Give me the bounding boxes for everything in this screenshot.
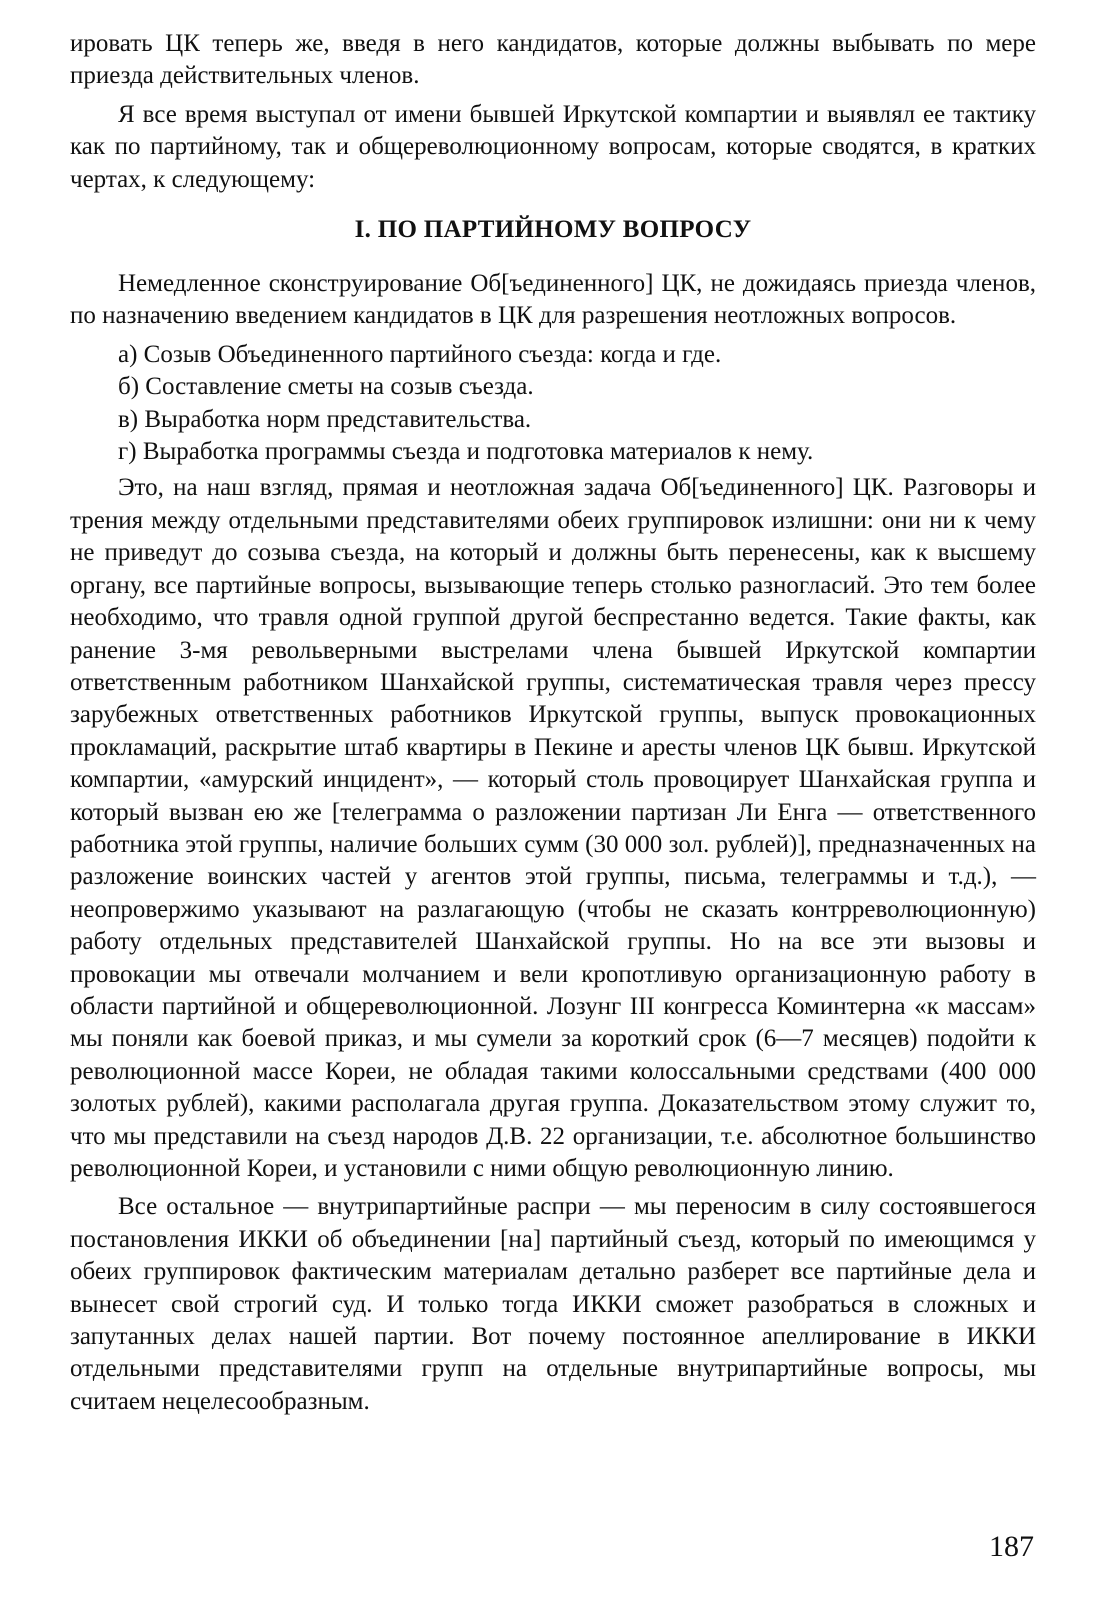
paragraph-intro: Немедленное сконструирование Об[ъединенного] ЦК, не дожидаясь приезда членов, по назначению введением кандидатов в ЦК для разрешения неотложных вопросов. [70,270,1036,330]
page-number: 187 [989,1530,1034,1563]
list-item: а) Созыв Объединенного партийного съезда: когда и где. [118,340,722,368]
list-item: г) Выработка программы съезда и подготовка материалов к нему. [118,438,814,466]
list-item: в) Выработка норм представительства. [118,405,532,433]
paragraph-conclusion: Все остальное — внутрипартийные распри — мы переносим в силу состоявшегося постановления ИККИ об объединении [на] партийный съезд, который по имеющимся у обеих группировок фактическим материалам детально разберет все партийные дела и вынесет свой строгий суд. И только тогда ИККИ сможет разобраться в сложных и запутанных делах нашей партии. Вот почему постоянное апеллирование в ИККИ отдельными представителями групп на отдельные внутрипартийные вопросы, мы считаем нецелесообразным. [70,1193,1036,1415]
paragraph-tactics: Я все время выступал от имени бывшей Иркутской компартии и выявлял ее тактику как по партийному, так и общереволюционному вопросам, которые сводятся, в кратких чертах, к следующему: [70,100,1036,193]
paragraph-main: Это, на наш взгляд, прямая и неотложная задача Об[ъединенного] ЦК. Разговоры и трения между отдельными представителями обеих группировок излишни: они ни к чему не приведут до созыва съезда, на который и должны быть перенесены, как к высшему органу, все партийные вопросы, вызывающие теперь столько разногласий. Это тем более необходимо, что травля одной группой другой беспрестанно ведется. Такие факты, как ранение 3-мя револьверными выстрелами члена бывшей Иркутской компартии ответственным работником Шанхайской группы, систематическая травля через прессу зарубежных ответственных работников Иркутской группы, выпуск провокационных прокламаций, раскрытие штаб квартиры в Пекине и аресты членов ЦК бывш. Иркутской компартии, «амурский инцидент», — который столь провоцирует Шанхайская группа и который вызван ею же [телеграмма о разложении партизан Ли Енга — ответственного работника этой группы, наличие больших сумм (30 000 зол. рублей)], предназначенных на разложение воинских частей у агентов этой группы, письма, телеграммы и т.д.), — неопровержимо указывают на разлагающую (чтобы не сказать контрреволюционную) работу отдельных представителей Шанхайской группы. Но на все эти вызовы и провокации мы отвечали молчанием и вели кропотливую организационную работу в области партийной и общереволюционной. Лозунг III конгресса Коминтерна «к массам» мы поняли как боевой приказ, и мы сумели за короткий срок (6—7 месяцев) подойти к революционной массе Кореи, не обладая такими колоссальными средствами (400 000 золотых рублей), какими располагала другая группа. Доказательством этому служит то, что мы представили на съезд народов Д.В. 22 организации, т.е. абсолютное большинство революционной Кореи, и установили с ними общую революционную линию. [70,474,1036,1182]
task-list [70,339,1036,469]
paragraph-continuation: ировать ЦК теперь же, введя в него кандидатов, которые должны выбывать по мере приезда действительных членов. [70,30,1036,90]
section-heading: I. ПО ПАРТИЙНОМУ ВОПРОСУ [354,216,752,244]
list-item: б) Составление сметы на созыв съезда. [118,373,534,401]
document-page [70,28,1036,1424]
